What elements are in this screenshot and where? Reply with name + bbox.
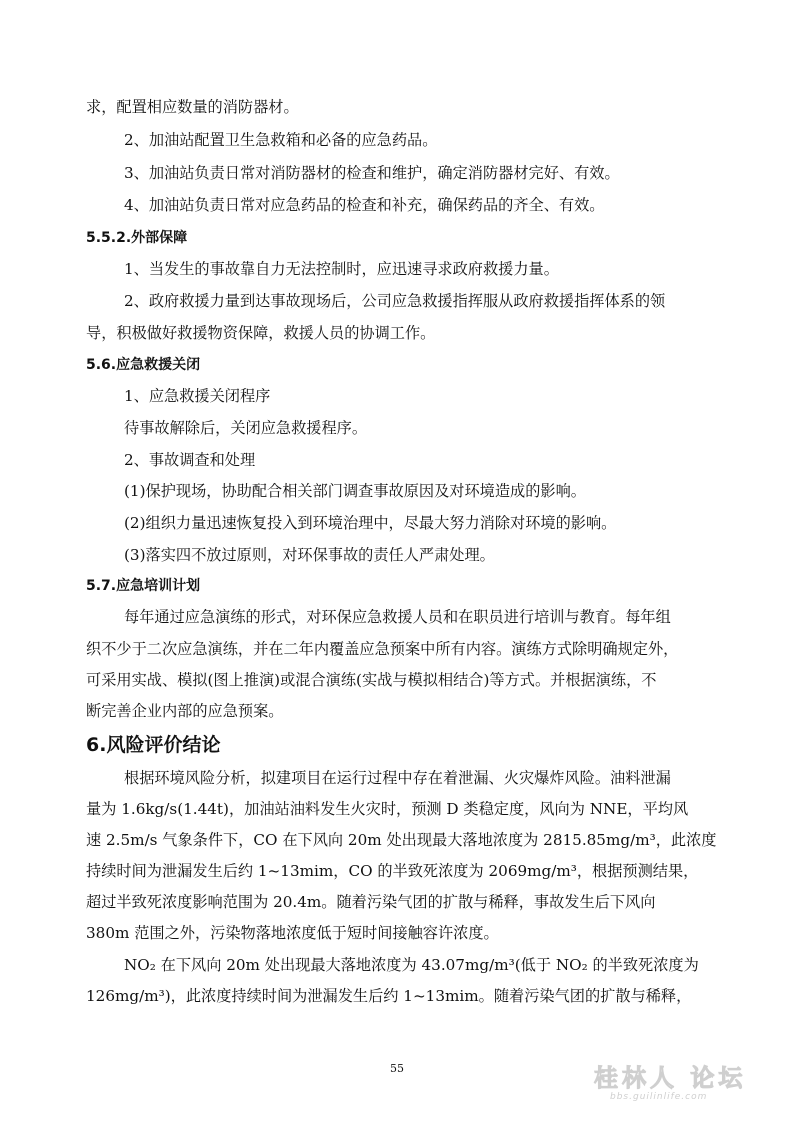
list-item: 2、事故调查和处理 bbox=[124, 451, 256, 469]
section-heading: 5.5.2.外部保障 bbox=[86, 230, 188, 246]
watermark-title: 桂林人 论坛 bbox=[594, 1064, 747, 1092]
paragraph-line: 断完善企业内部的应急预案。 bbox=[86, 702, 284, 720]
list-item: 4、加油站负责日常对应急药品的检查和补充，确保药品的齐全、有效。 bbox=[124, 196, 605, 214]
section-heading: 5.7.应急培训计划 bbox=[86, 578, 201, 594]
paragraph-line: 380m 范围之外，污染物落地浓度低于短时间接触容许浓度。 bbox=[86, 924, 499, 942]
watermark-url: bbs.guilinlife.com bbox=[610, 1092, 708, 1102]
list-item: 2、政府救援力量到达事故现场后，公司应急救援指挥服从政府救援指挥体系的领 bbox=[124, 292, 666, 310]
paragraph-line: 待事故解除后，关闭应急救援程序。 bbox=[124, 419, 367, 437]
list-item: 1、当发生的事故靠自力无法控制时，应迅速寻求政府救援力量。 bbox=[124, 260, 559, 278]
paragraph-line: 126mg/m³)，此浓度持续时间为泄漏发生后约 1~13mim。随着污染气团的扩散与稀释， bbox=[86, 987, 692, 1005]
paragraph-line: NO₂ 在下风向 20m 处出现最大落地浓度为 43.07mg/m³(低于 NO₂ 的半致死浓度为 bbox=[124, 956, 699, 974]
list-item: (3)落实四不放过原则，对环保事故的责任人严肃处理。 bbox=[124, 546, 495, 564]
paragraph-line: 速 2.5m/s 气象条件下，CO 在下风向 20m 处出现最大落地浓度为 2815.85mg/m³，此浓度 bbox=[86, 831, 717, 849]
section-heading: 5.6.应急救援关闭 bbox=[86, 357, 201, 373]
watermark bbox=[590, 1058, 750, 1110]
paragraph-line: 可采用实战、模拟(图上推演)或混合演练(实战与模拟相结合)等方式。并根据演练，不 bbox=[86, 671, 657, 689]
paragraph-line: 超过半致死浓度影响范围为 20.4m。随着污染气团的扩散与稀释，事故发生后下风向 bbox=[86, 893, 656, 911]
paragraph-line: 织不少于二次应急演练，并在二年内覆盖应急预案中所有内容。演练方式除明确规定外， bbox=[86, 640, 679, 658]
paragraph-line: 每年通过应急演练的形式，对环保应急救援人员和在职员进行培训与教育。每年组 bbox=[124, 608, 671, 626]
list-item: (2)组织力量迅速恢复投入到环境治理中，尽最大努力消除对环境的影响。 bbox=[124, 514, 617, 532]
list-item: 1、应急救援关闭程序 bbox=[124, 387, 271, 405]
list-item: 2、加油站配置卫生急救箱和必备的应急药品。 bbox=[124, 131, 438, 149]
list-item: 3、加油站负责日常对消防器材的检查和维护，确定消防器材完好、有效。 bbox=[124, 164, 620, 182]
chapter-heading: 6.风险评价结论 bbox=[86, 734, 221, 756]
paragraph-line: 根据环境风险分析，拟建项目在运行过程中存在着泄漏、火灾爆炸风险。油料泄漏 bbox=[124, 769, 671, 787]
paragraph-line: 持续时间为泄漏发生后约 1~13mim，CO 的半致死浓度为 2069mg/m³，根据预测结果， bbox=[86, 862, 699, 880]
list-item: (1)保护现场，协助配合相关部门调查事故原因及对环境造成的影响。 bbox=[124, 482, 586, 500]
paragraph-line: 量为 1.6kg/s(1.44t)，加油站油料发生火灾时，预测 D 类稳定度，风向为 NNE，平均风 bbox=[86, 800, 689, 818]
page-number: 55 bbox=[390, 1062, 404, 1075]
paragraph-line: 求，配置相应数量的消防器材。 bbox=[86, 98, 299, 116]
paragraph-line: 导，积极做好救援物资保障，救援人员的协调工作。 bbox=[86, 324, 436, 342]
